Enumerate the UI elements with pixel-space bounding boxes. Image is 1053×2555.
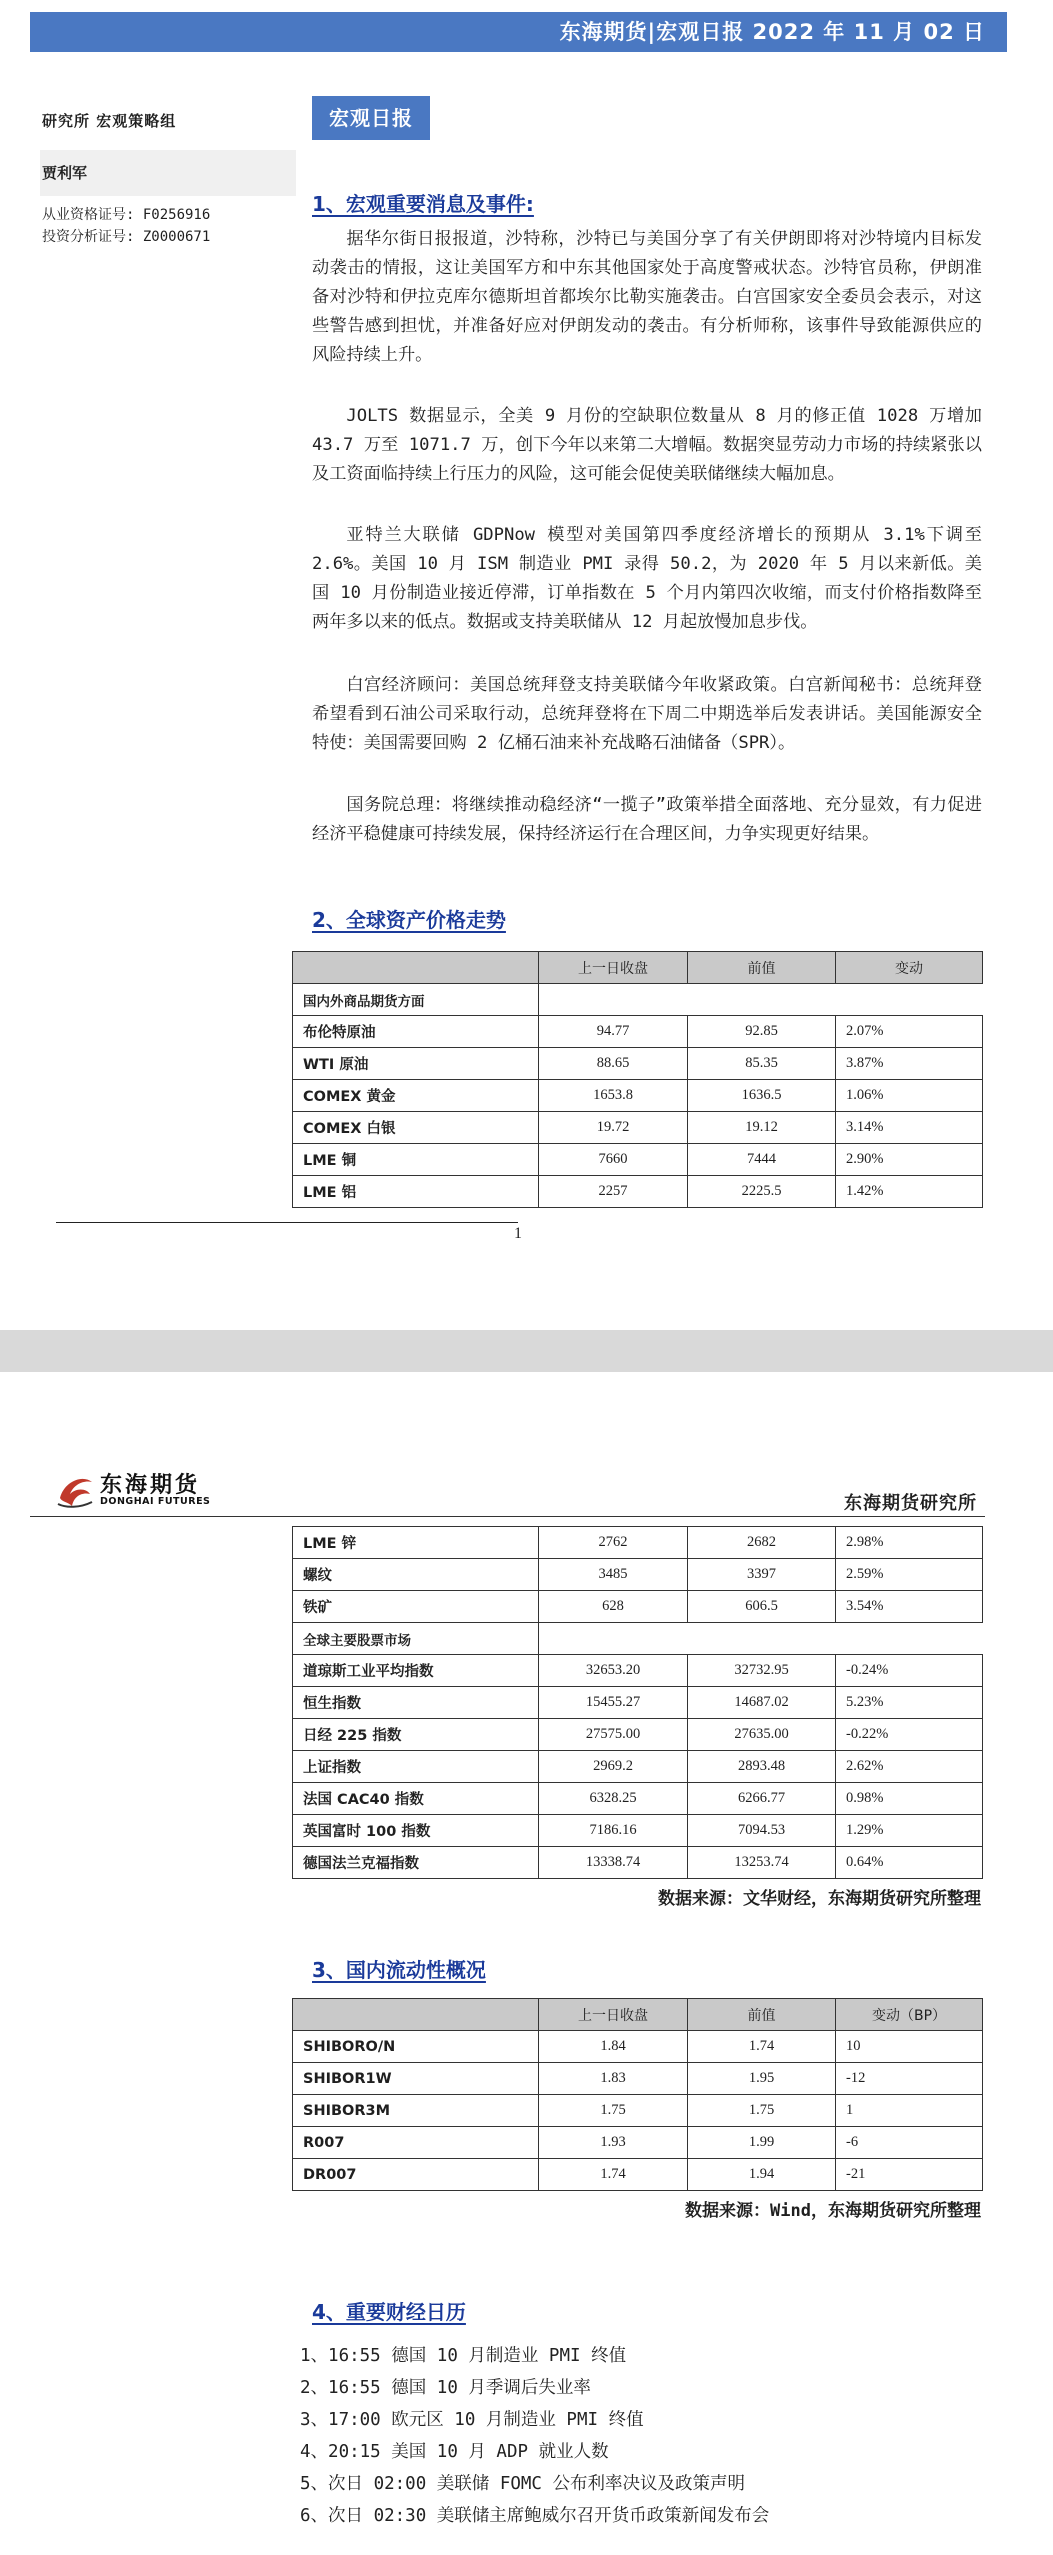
value-cell: 19.72 — [539, 1112, 688, 1144]
group-row-blank — [539, 1623, 983, 1655]
table-row — [293, 1783, 983, 1815]
value-cell: 5.23% — [836, 1687, 983, 1719]
report-banner: 东海期货|宏观日报 2022 年 11 月 02 日 — [30, 12, 1007, 52]
table-row — [293, 2159, 983, 2191]
row-label-cell: 上证指数 — [293, 1751, 539, 1783]
value-cell: 2762 — [539, 1527, 688, 1559]
liquidity-table-source: 数据来源：Wind，东海期货研究所整理 — [685, 2201, 981, 2221]
value-cell: 7660 — [539, 1144, 688, 1176]
value-cell: 0.98% — [836, 1783, 983, 1815]
value-cell: 27575.00 — [539, 1719, 688, 1751]
table-group-row — [293, 1623, 983, 1655]
asset-price-table-part1 — [292, 951, 983, 1208]
table-header-row — [293, 1999, 983, 2031]
table-header-cell — [293, 952, 539, 984]
group-row-blank — [539, 984, 983, 1016]
table-header-cell — [293, 1999, 539, 2031]
row-label-cell: 英国富时 100 指数 — [293, 1815, 539, 1847]
row-label-cell: 法国 CAC40 指数 — [293, 1783, 539, 1815]
table-row — [293, 1591, 983, 1623]
liquidity-table — [292, 1998, 983, 2191]
news-paragraph-3: 亚特兰大联储 GDPNow 模型对美国第四季度经济增长的预期从 3.1%下调至 2.6%。美国 10 月 ISM 制造业 PMI 录得 50.2，为 2020 年 5 月以来新低。美国 10 月份制造业接近停滞，订单指数在 5 个月内第四次收缩，而支付价格指数降至两年多以来的低点。数据或支持美联储从 12 月起放慢加息步伐。 — [312, 525, 982, 632]
value-cell: 0.64% — [836, 1847, 983, 1879]
value-cell: 10 — [836, 2031, 983, 2063]
value-cell: 6266.77 — [688, 1783, 836, 1815]
table-row — [293, 1847, 983, 1879]
section-title-liquidity: 3、国内流动性概况 — [312, 1958, 486, 1982]
row-label-cell: LME 锌 — [293, 1527, 539, 1559]
table-row — [293, 1144, 983, 1176]
group-label-commodities: 国内外商品期货方面 — [293, 984, 539, 1016]
asset-table-source: 数据来源：文华财经，东海期货研究所整理 — [658, 1889, 981, 1909]
table-row — [293, 2031, 983, 2063]
value-cell: 3485 — [539, 1559, 688, 1591]
table-row — [293, 1176, 983, 1208]
value-cell: 1.75 — [539, 2095, 688, 2127]
value-cell: 1.42% — [836, 1176, 983, 1208]
row-label-cell: 日经 225 指数 — [293, 1719, 539, 1751]
value-cell: 2.90% — [836, 1144, 983, 1176]
news-paragraph-5: 国务院总理：将继续推动稳经济“一揽子”政策举措全面落地、充分显效，有力促进经济平稳健康可持续发展，保持经济运行在合理区间，力争实现更好结果。 — [312, 795, 982, 844]
row-label-cell: 螺纹 — [293, 1559, 539, 1591]
header-divider — [30, 1516, 985, 1517]
table-row — [293, 2095, 983, 2127]
news-paragraph-1: 据华尔街日报报道，沙特称，沙特已与美国分享了有关伊朗即将对沙特境内目标发动袭击的情报，这让美国军方和中东其他国家处于高度警戒状态。沙特官员称，伊朗准备对沙特和伊拉克库尔德斯坦首都埃尔比勒实施袭击。白宫国家安全委员会表示，对这些警告感到担忧，并准备好应对伊朗发动的袭击。有分析师称，该事件导致能源供应的风险持续上升。 — [312, 229, 982, 365]
research-institute-title: 东海期货研究所 — [844, 1493, 977, 1514]
table-header-cell: 上一日收盘 — [539, 952, 688, 984]
value-cell: 2225.5 — [688, 1176, 836, 1208]
value-cell: 1.95 — [688, 2063, 836, 2095]
value-cell: 2682 — [688, 1527, 836, 1559]
table-header-cell: 前值 — [688, 1999, 836, 2031]
section-title-assets: 2、全球资产价格走势 — [312, 908, 506, 932]
value-cell: 628 — [539, 1591, 688, 1623]
value-cell: -6 — [836, 2127, 983, 2159]
value-cell: 7186.16 — [539, 1815, 688, 1847]
license-number-1: 从业资格证号: F0256916 — [42, 207, 211, 223]
row-label-cell: WTI 原油 — [293, 1048, 539, 1080]
row-label-cell: 道琼斯工业平均指数 — [293, 1655, 539, 1687]
value-cell: 1.74 — [539, 2159, 688, 2191]
report-type-tag: 宏观日报 — [312, 96, 430, 140]
row-label-cell: COMEX 白银 — [293, 1112, 539, 1144]
author-name: 贾利军 — [42, 164, 88, 182]
value-cell: 27635.00 — [688, 1719, 836, 1751]
calendar-item: 3、17:00 欧元区 10 月制造业 PMI 终值 — [300, 2410, 644, 2430]
value-cell: 1.84 — [539, 2031, 688, 2063]
table-row — [293, 1655, 983, 1687]
row-label-cell: 铁矿 — [293, 1591, 539, 1623]
logo-emblem-icon — [54, 1468, 96, 1512]
value-cell: 1.06% — [836, 1080, 983, 1112]
table-row — [293, 1048, 983, 1080]
table-row — [293, 2127, 983, 2159]
footnote-divider — [56, 1222, 518, 1223]
value-cell: 1636.5 — [688, 1080, 836, 1112]
row-label-cell: COMEX 黄金 — [293, 1080, 539, 1112]
row-label-cell: SHIBOR3M — [293, 2095, 539, 2127]
row-label-cell: 恒生指数 — [293, 1687, 539, 1719]
license-number-2: 投资分析证号: Z0000671 — [42, 229, 211, 245]
value-cell: 92.85 — [688, 1016, 836, 1048]
table-header-row — [293, 952, 983, 984]
value-cell: 1.74 — [688, 2031, 836, 2063]
row-label-cell: 布伦特原油 — [293, 1016, 539, 1048]
value-cell: 1653.8 — [539, 1080, 688, 1112]
value-cell: -21 — [836, 2159, 983, 2191]
row-label-cell: LME 铝 — [293, 1176, 539, 1208]
calendar-item: 2、16:55 德国 10 月季调后失业率 — [300, 2378, 591, 2398]
value-cell: 1.99 — [688, 2127, 836, 2159]
row-label-cell: 德国法兰克福指数 — [293, 1847, 539, 1879]
value-cell: 1.75 — [688, 2095, 836, 2127]
value-cell: 1.83 — [539, 2063, 688, 2095]
table-row — [293, 1080, 983, 1112]
calendar-item: 4、20:15 美国 10 月 ADP 就业人数 — [300, 2442, 609, 2462]
table-row — [293, 1559, 983, 1591]
logo-chinese-text: 东海期货 — [100, 1473, 201, 1498]
group-label-equities: 全球主要股票市场 — [293, 1623, 539, 1655]
row-label-cell: R007 — [293, 2127, 539, 2159]
value-cell: 2893.48 — [688, 1751, 836, 1783]
value-cell: 2969.2 — [539, 1751, 688, 1783]
table-row — [293, 1719, 983, 1751]
table-row — [293, 1016, 983, 1048]
row-label-cell: SHIBORO/N — [293, 2031, 539, 2063]
value-cell: 2257 — [539, 1176, 688, 1208]
table-row — [293, 1687, 983, 1719]
value-cell: 13338.74 — [539, 1847, 688, 1879]
value-cell: 19.12 — [688, 1112, 836, 1144]
value-cell: 2.07% — [836, 1016, 983, 1048]
value-cell: 32653.20 — [539, 1655, 688, 1687]
value-cell: 3397 — [688, 1559, 836, 1591]
company-logo — [54, 1468, 214, 1514]
value-cell: 3.87% — [836, 1048, 983, 1080]
department-label: 研究所 宏观策略组 — [42, 112, 177, 130]
table-header-cell: 前值 — [688, 952, 836, 984]
value-cell: -0.22% — [836, 1719, 983, 1751]
page-2 — [0, 1372, 1053, 2555]
news-paragraph-4: 白宫经济顾问：美国总统拜登支持美联储今年收紧政策。白宫新闻秘书：总统拜登希望看到石油公司采取行动，总统拜登将在下周二中期选举后发表讲话。美国能源安全特使：美国需要回购 2 亿桶石油来补充战略石油储备（SPR）。 — [312, 675, 982, 753]
table-header-cell: 变动 — [836, 952, 983, 984]
page-number: 1 — [514, 1225, 522, 1242]
calendar-item: 6、次日 02:30 美联储主席鲍威尔召开货币政策新闻发布会 — [300, 2506, 770, 2526]
row-label-cell: SHIBOR1W — [293, 2063, 539, 2095]
table-row — [293, 1527, 983, 1559]
asset-price-table-part2 — [292, 1526, 983, 1879]
value-cell: 1.29% — [836, 1815, 983, 1847]
value-cell: 7444 — [688, 1144, 836, 1176]
logo-english-text: DONGHAI FUTURES — [100, 1496, 211, 1507]
value-cell: -12 — [836, 2063, 983, 2095]
value-cell: 88.65 — [539, 1048, 688, 1080]
value-cell: 606.5 — [688, 1591, 836, 1623]
value-cell: 6328.25 — [539, 1783, 688, 1815]
value-cell: 2.98% — [836, 1527, 983, 1559]
value-cell: 2.62% — [836, 1751, 983, 1783]
table-group-row — [293, 984, 983, 1016]
value-cell: 3.14% — [836, 1112, 983, 1144]
calendar-item: 1、16:55 德国 10 月制造业 PMI 终值 — [300, 2346, 627, 2366]
table-row — [293, 1751, 983, 1783]
news-paragraph-2: JOLTS 数据显示，全美 9 月份的空缺职位数量从 8 月的修正值 1028 万增加 43.7 万至 1071.7 万，创下今年以来第二大增幅。数据突显劳动力市场的持续紧张以及工资面临持续上行压力的风险，这可能会促使美联储继续大幅加息。 — [312, 406, 982, 484]
row-label-cell: LME 铜 — [293, 1144, 539, 1176]
table-row — [293, 2063, 983, 2095]
value-cell: 85.35 — [688, 1048, 836, 1080]
table-row — [293, 1815, 983, 1847]
table-row — [293, 1112, 983, 1144]
table-header-cell: 变动（BP） — [836, 1999, 983, 2031]
page-gap — [0, 1330, 1053, 1372]
value-cell: -0.24% — [836, 1655, 983, 1687]
value-cell: 94.77 — [539, 1016, 688, 1048]
value-cell: 3.54% — [836, 1591, 983, 1623]
value-cell: 1.93 — [539, 2127, 688, 2159]
table-header-cell: 上一日收盘 — [539, 1999, 688, 2031]
value-cell: 7094.53 — [688, 1815, 836, 1847]
value-cell: 14687.02 — [688, 1687, 836, 1719]
value-cell: 13253.74 — [688, 1847, 836, 1879]
section-title-news: 1、宏观重要消息及事件: — [312, 192, 534, 216]
value-cell: 1 — [836, 2095, 983, 2127]
calendar-item: 5、次日 02:00 美联储 FOMC 公布利率决议及政策声明 — [300, 2474, 746, 2494]
value-cell: 32732.95 — [688, 1655, 836, 1687]
row-label-cell: DR007 — [293, 2159, 539, 2191]
value-cell: 2.59% — [836, 1559, 983, 1591]
value-cell: 15455.27 — [539, 1687, 688, 1719]
section-title-calendar: 4、重要财经日历 — [312, 2300, 466, 2324]
value-cell: 1.94 — [688, 2159, 836, 2191]
